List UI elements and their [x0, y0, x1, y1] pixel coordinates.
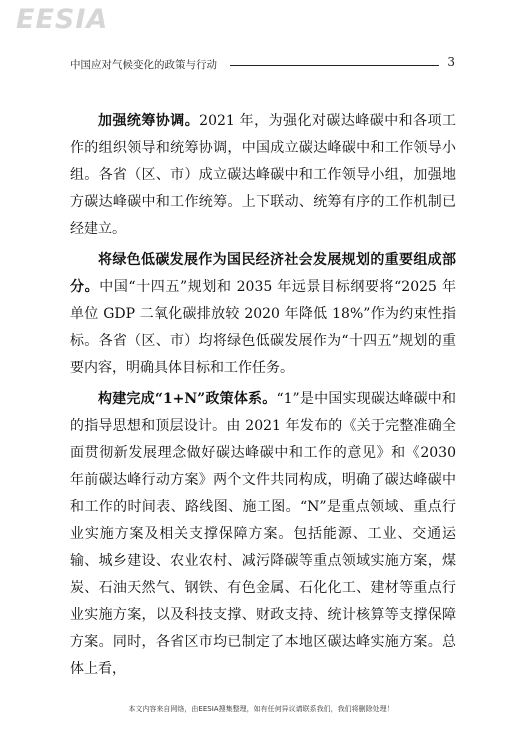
page-footer: 本文内容来自网络，由EESIA搜集整理，如有任何异议请联系我们，我们将删除处理！ — [128, 705, 394, 713]
paragraph-lead: 构建完成“1+N”政策体系。 — [98, 391, 277, 407]
paragraph-lead: 将绿色低碳发展作为国民经济社会发展规划的重要组成部分。 — [70, 252, 456, 295]
paragraph-lead: 加强统筹协调。 — [98, 113, 200, 129]
body-text — [70, 108, 456, 687]
page-header — [70, 57, 455, 75]
header-rule — [230, 65, 439, 66]
paragraph-body: “1”是中国实现碳达峰碳中和的指导思想和顶层设计。由 2021 年发布的《关于完整准确全面贯彻新发展理念做好碳达峰碳中和工作的意见》和《2030 年前碳达峰行动方案》两个文件共同构成，明确了碳达峰碳中和工作的时间表、路线图、施工图。“N”是重点领域、重点行业实施方案及相关支撑保障方案。包括能源、工业、交通运输、城乡建设、农业农村、减污降碳等重点领域实施方案，煤炭、石油天然气、钢铁、有色金属、石化化工、建材等重点行业实施方案，以及科技支撑、财政支持、统计核算等支撑保障方案。同时，各省区市均已制定了本地区碳达峰实施方案。总体上看， — [70, 391, 456, 677]
paragraph-body: 中国“十四五”规划和 2035 年远景目标纲要将“2025 年单位 GDP 二氧化碳排放较 2020 年降低 18%”作为约束性指标。各省（区、市）均将绿色低碳发展作为“十四五”规划的重要内容，明确具体目标和工作任务。 — [70, 279, 456, 376]
paragraph — [70, 386, 456, 683]
paragraph — [70, 247, 456, 382]
paragraph — [70, 108, 456, 243]
page-number: 3 — [447, 55, 455, 69]
eesia-logo: EESIA — [16, 4, 109, 35]
running-title: 中国应对气候变化的政策与行动 — [70, 59, 217, 71]
paragraph-body: 2021 年，为强化对碳达峰碳中和各项工作的组织领导和统筹协调，中国成立碳达峰碳中和工作领导小组。各省（区、市）成立碳达峰碳中和工作领导小组，加强地方碳达峰碳中和工作统筹。上下联动、统筹有序的工作机制已经建立。 — [70, 113, 456, 237]
